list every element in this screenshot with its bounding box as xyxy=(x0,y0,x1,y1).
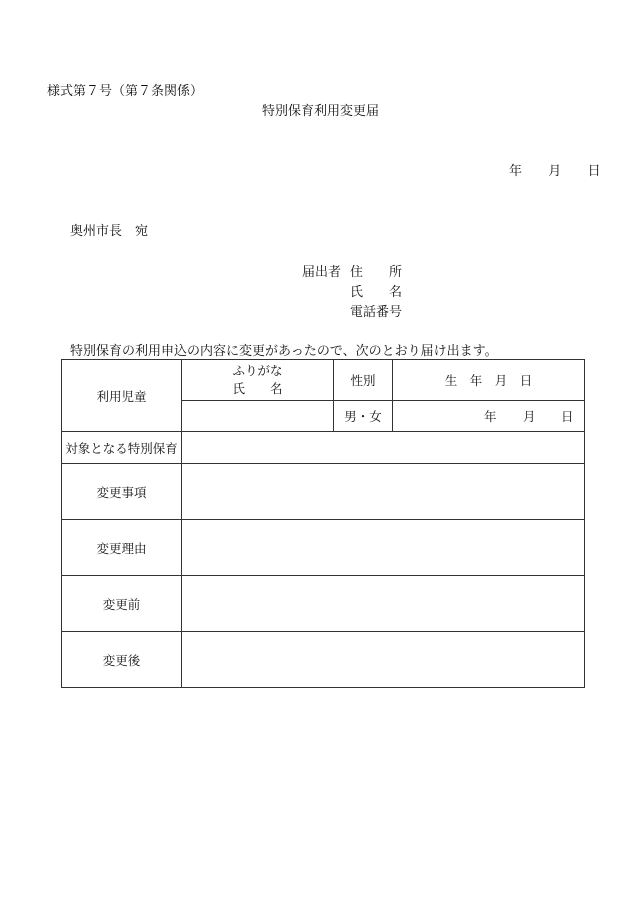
gender-label: 性別 xyxy=(350,373,376,388)
before-change-label: 変更前 xyxy=(102,596,141,612)
change-reason-label-cell xyxy=(62,520,182,576)
birth-date-field[interactable] xyxy=(393,401,585,432)
change-reason-field[interactable] xyxy=(182,520,585,576)
gender-options: 男・女 xyxy=(344,409,382,424)
birth-date-header xyxy=(393,360,585,401)
date-year-unit: 年 xyxy=(509,164,523,179)
reporter-address-label: 住 所 xyxy=(350,265,403,280)
date-month-unit: 月 xyxy=(548,164,562,179)
after-change-label-cell xyxy=(62,632,182,688)
gender-header xyxy=(334,360,393,401)
child-name-label: 氏 名 xyxy=(232,381,283,396)
reporter-phone-label: 電話番号 xyxy=(350,305,403,320)
before-change-label-cell xyxy=(62,576,182,632)
intro-statement: 特別保育の利用申込の内容に変更があったので、次のとおり届け出ます。 xyxy=(70,344,498,359)
date-day-unit: 日 xyxy=(587,164,601,179)
birth-date-label: 生 年 月 日 xyxy=(444,373,533,388)
addressee: 奥州市長 宛 xyxy=(70,224,149,239)
dob-day-unit: 日 xyxy=(561,409,574,424)
gender-options-cell[interactable] xyxy=(334,401,393,432)
furigana-label: ふりがな xyxy=(232,363,283,378)
change-form-table xyxy=(61,359,585,688)
target-service-label-cell xyxy=(62,432,182,464)
dob-month-unit: 月 xyxy=(523,409,536,424)
child-label-cell xyxy=(62,360,182,432)
child-label: 利用児童 xyxy=(96,388,147,404)
target-service-label: 対象となる特別保育 xyxy=(65,440,178,456)
reporter-label: 届出者 xyxy=(302,265,342,280)
reporter-name-label: 氏 名 xyxy=(350,285,403,300)
submission-date xyxy=(509,160,601,179)
change-item-label: 変更事項 xyxy=(96,484,147,500)
target-service-field[interactable] xyxy=(182,432,585,464)
dob-year-unit: 年 xyxy=(484,409,497,424)
change-item-field[interactable] xyxy=(182,464,585,520)
child-name-field[interactable] xyxy=(182,401,334,432)
form-number: 様式第７号（第７条関係） xyxy=(47,84,204,99)
after-change-label: 変更後 xyxy=(102,652,141,668)
before-change-field[interactable] xyxy=(182,576,585,632)
change-reason-label: 変更理由 xyxy=(96,540,147,556)
form-title: 特別保育利用変更届 xyxy=(262,104,380,119)
change-item-label-cell xyxy=(62,464,182,520)
after-change-field[interactable] xyxy=(182,632,585,688)
furigana-name-header xyxy=(182,360,334,401)
